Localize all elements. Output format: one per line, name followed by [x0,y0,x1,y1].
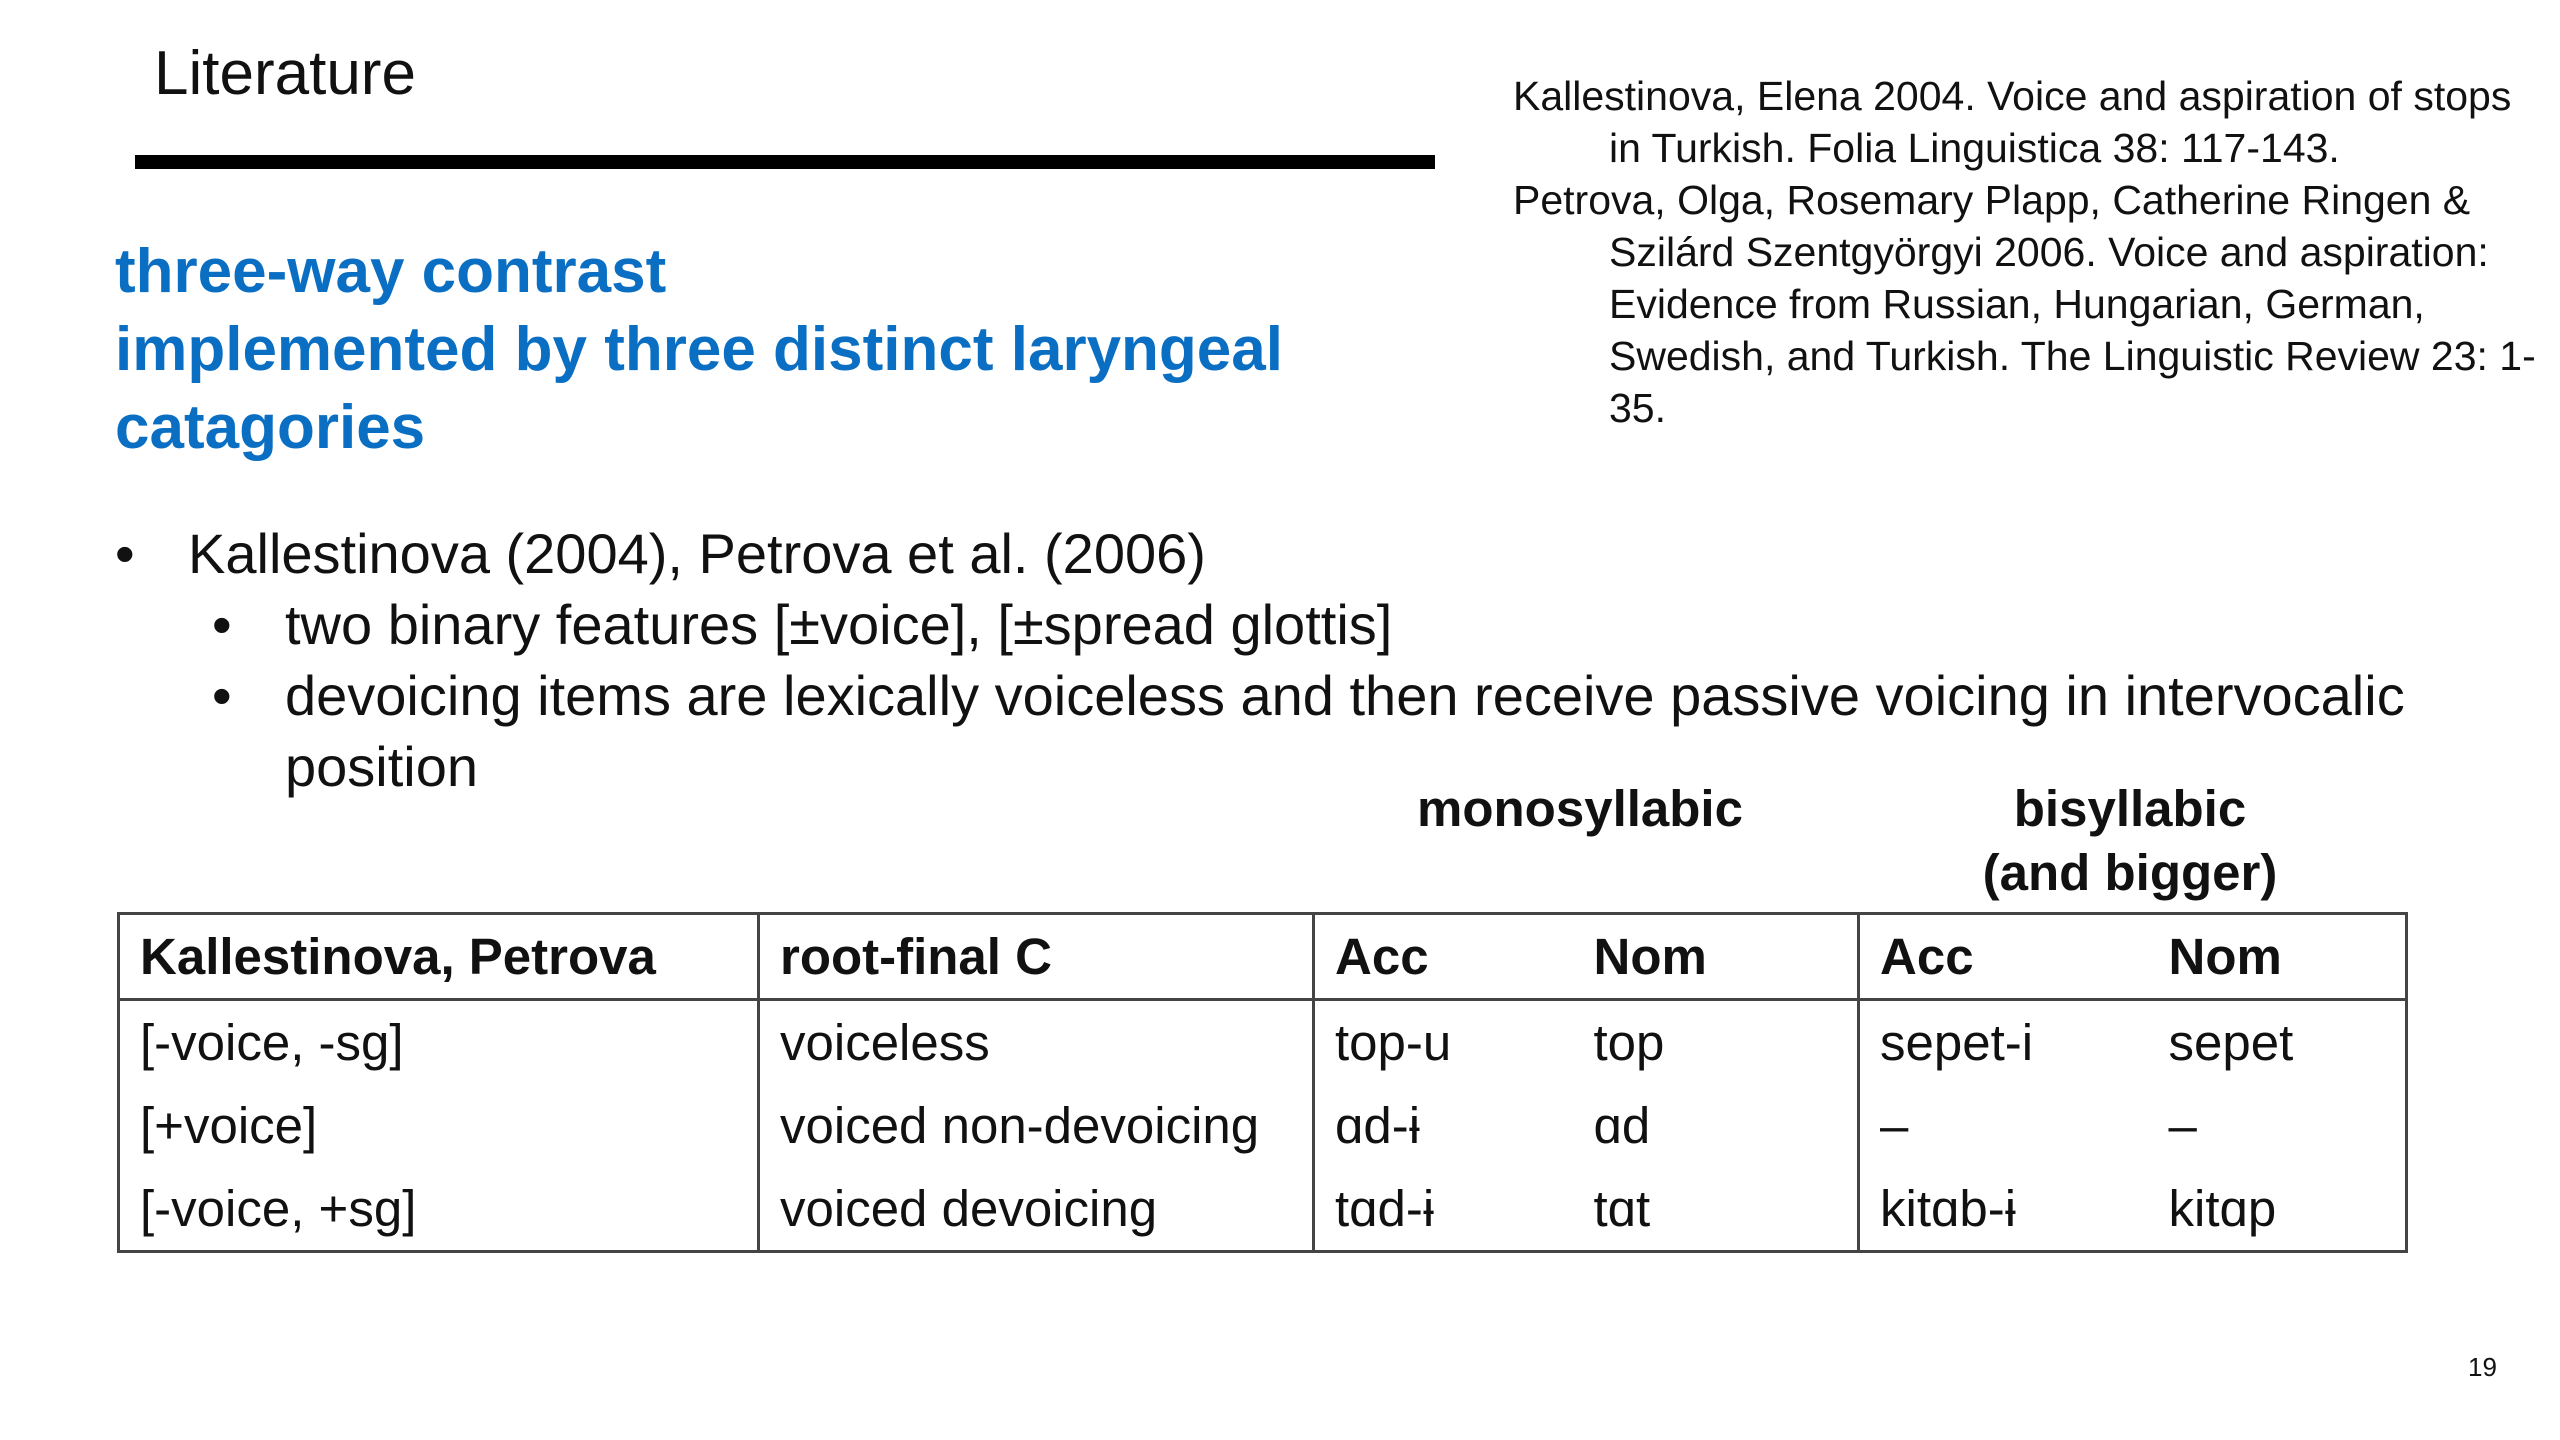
subheading-line-1: three-way contrast [115,237,667,306]
title-underline [135,155,1435,169]
table-cell: [-voice, +sg] [119,1167,759,1252]
bullet-sub-2-text: devoicing items are lexically voiceless and then receive passive voicing in intervocalic position [285,664,2405,798]
table-cell: [-voice, -sg] [119,1000,759,1085]
table-cell: voiced non-devoicing [759,1084,1314,1167]
group-header-monosyllabic: monosyllabic [1417,780,1743,837]
header-cell-root-final-c: root-final C [759,914,1314,1000]
bullet-sub-1-text: two binary features [±voice], [±spread glottis] [285,593,1393,656]
table-row [119,1084,2407,1167]
table-cell: tɑt [1574,1167,1859,1252]
header-cell-bi-nom: Nom [2149,914,2407,1000]
bullet-dot-icon: • [212,664,232,727]
bullet-sub-1 [115,589,2415,660]
reference-kallestinova: Kallestinova, Elena 2004. Voice and aspiration of stops in Turkish. Folia Linguistica 38: 117-143. [1513,73,2512,171]
table-cell: [+voice] [119,1084,759,1167]
table-cell: tɑd-ɨ [1314,1167,1574,1252]
header-cell-analysis: Kallestinova, Petrova [119,914,759,1000]
table-cell: – [2149,1084,2407,1167]
table-cell: sepet-i [1880,1014,2034,1071]
page-number: 19 [2468,1352,2497,1382]
table-cell: ɑd-ɨ [1335,1097,1421,1154]
reference-petrova: Petrova, Olga, Rosemary Plapp, Catherine Ringen & Szilárd Szentgyörgyi 2006. Voice and aspiration: Evidence from Russian, Hungarian, German, Swedish, and Turkish. The Linguistic Review 23: 1-35. [1513,177,2536,431]
header-cell-mono-nom: Nom [1574,914,1859,1000]
header-cell-bi-acc: Acc [1859,914,2149,1000]
table-cell: voiced devoicing [759,1167,1314,1252]
subheading-line-3: catagories [115,393,426,462]
group-header-bisyllabic-line-2: (and bigger) [1982,844,2278,901]
table-cell: voiceless [759,1000,1314,1085]
table-cell: – [1880,1097,1909,1154]
table-row [119,1167,2407,1252]
header-cell-mono-acc: Acc [1314,914,1574,1000]
bullet-dot-icon: • [212,593,232,656]
subheading-line-2: implemented by three distinct laryngeal [115,315,1283,384]
bullet-main [115,518,2415,589]
laryngeal-table [117,912,2408,1253]
table-cell: kitɑp [2149,1167,2407,1252]
references-block [1513,70,2553,434]
table-cell: top [1574,1000,1859,1085]
subheading [115,233,1515,467]
table-cell: top-u [1335,1014,1452,1071]
table-cell: sepet [2149,1000,2407,1085]
table-row [119,1000,2407,1085]
group-header-bisyllabic [1880,777,2380,905]
table-cell: kitɑb-ɨ [1859,1167,2149,1252]
bullet-dot-icon: • [115,522,135,585]
table-header-row [119,914,2407,1000]
slide-title: Literature [154,39,416,108]
bullet-main-text: Kallestinova (2004), Petrova et al. (2006) [188,522,1206,585]
group-header-bisyllabic-line-1: bisyllabic [2013,780,2247,837]
bullet-list [115,518,2415,802]
table-cell: ɑd [1574,1084,1859,1167]
